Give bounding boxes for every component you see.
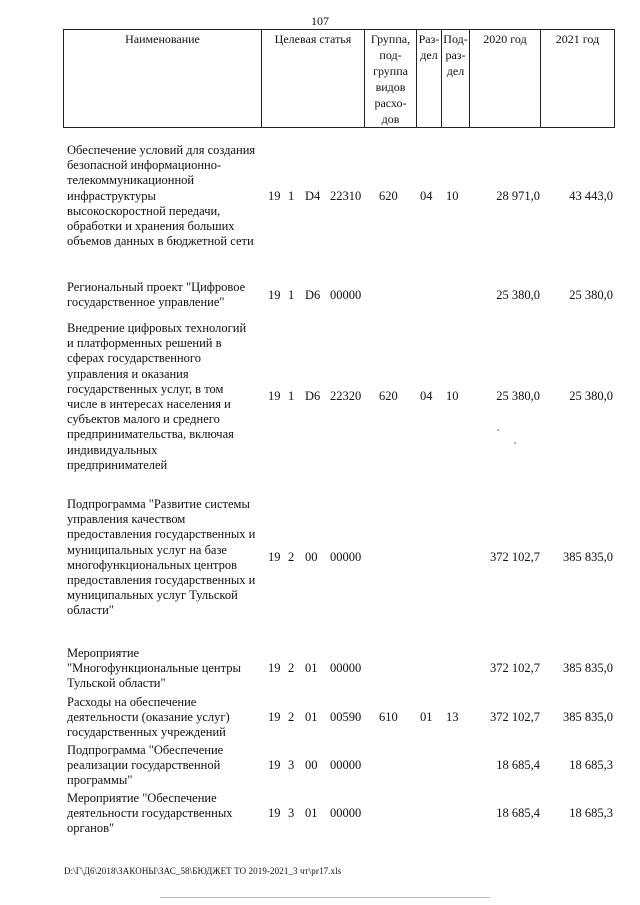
cell-b: 1 <box>288 389 295 404</box>
row-name-line: управления качеством <box>67 512 186 527</box>
cell-d: 00000 <box>330 287 362 302</box>
cell-group: 620 <box>379 389 398 404</box>
row-name-line: государственных услуг, в том <box>67 381 224 396</box>
row-name-line: Подпрограмма "Развитие системы <box>67 497 250 511</box>
cell-d: 22320 <box>330 389 362 404</box>
row-name-line: высокоскоростной передачи, <box>67 203 221 218</box>
header-group <box>365 30 417 128</box>
cell-y2021: 18 685,3 <box>569 806 613 821</box>
header-line: расхо- <box>374 96 407 110</box>
cell-a: 19 <box>268 389 281 404</box>
table-row <box>0 791 640 837</box>
cell-b: 2 <box>288 550 295 565</box>
row-name-line: индивидуальных <box>67 442 158 457</box>
page-number: 107 <box>311 14 329 28</box>
table-row <box>0 143 640 249</box>
row-name <box>67 280 263 310</box>
cell-b: 3 <box>288 806 295 821</box>
cell-b: 1 <box>288 188 295 203</box>
row-name-line: муниципальных услуг Тульской <box>67 588 238 603</box>
row-name-line: объемов данных в бюджетной сети <box>67 234 254 249</box>
row-name-line: предпринимателей <box>67 457 168 472</box>
row-name-line: и платформенных решений в <box>67 336 222 351</box>
row-name-line: государственное управление" <box>67 295 225 310</box>
row-name-line: деятельности государственных <box>67 806 233 821</box>
cell-section: 04 <box>420 188 433 203</box>
cell-b: 3 <box>288 758 295 773</box>
row-name-line: реализации государственной <box>67 758 221 773</box>
cell-d: 22310 <box>330 188 362 203</box>
cell-group: 610 <box>379 710 398 725</box>
cell-y2021: 385 835,0 <box>563 710 613 725</box>
row-name-line: органов" <box>67 821 115 836</box>
cell-section: 04 <box>420 389 433 404</box>
cell-y2020: 18 685,4 <box>496 806 540 821</box>
speck <box>497 429 499 431</box>
header-subsection <box>442 30 470 128</box>
cell-y2020: 28 971,0 <box>496 188 540 203</box>
cell-c: D6 <box>305 287 321 302</box>
header-name: Наименование <box>64 30 262 128</box>
row-name-line: Обеспечение условий для создания <box>67 143 256 157</box>
cell-y2020: 25 380,0 <box>496 389 540 404</box>
cell-y2021: 25 380,0 <box>569 287 613 302</box>
row-name-line: предпринимательства, включая <box>67 427 234 442</box>
row-name-line: Мероприятие "Обеспечение <box>67 791 217 805</box>
cell-subsection: 10 <box>446 188 459 203</box>
row-name-line: деятельности (оказание услуг) <box>67 710 230 725</box>
cell-a: 19 <box>268 287 281 302</box>
row-name-line: Внедрение цифровых технологий <box>67 321 247 335</box>
cell-a: 19 <box>268 758 281 773</box>
cell-section: 01 <box>420 710 433 725</box>
scan-line <box>160 897 490 898</box>
cell-c: D4 <box>305 188 321 203</box>
row-name <box>67 321 263 473</box>
row-name-line: безопасной информационно- <box>67 158 222 173</box>
row-name-line: государственных учреждений <box>67 725 226 740</box>
row-name-line: субъектов малого и среднего <box>67 412 220 427</box>
header-target: Целевая статья <box>262 30 365 128</box>
cell-y2021: 385 835,0 <box>563 550 613 565</box>
cell-c: 01 <box>305 710 318 725</box>
row-name-line: Региональный проект "Цифровое <box>67 280 246 294</box>
header-section <box>417 30 442 128</box>
row-name-line: Расходы на обеспечение <box>67 695 197 709</box>
row-name-line: Мероприятие <box>67 646 140 660</box>
header-line: дов <box>381 112 400 126</box>
row-name <box>67 743 263 789</box>
cell-y2021: 43 443,0 <box>569 188 613 203</box>
table-header <box>63 29 615 128</box>
cell-y2020: 372 102,7 <box>490 710 540 725</box>
table-row <box>0 280 640 310</box>
cell-a: 19 <box>268 710 281 725</box>
cell-a: 19 <box>268 188 281 203</box>
header-line: дел <box>420 48 438 62</box>
header-line: под- <box>379 48 402 62</box>
cell-y2020: 372 102,7 <box>490 550 540 565</box>
header-2021: 2021 год <box>541 30 615 128</box>
cell-d: 00000 <box>330 661 362 676</box>
table-row <box>0 497 640 619</box>
row-name-line: Тульской области" <box>67 676 166 691</box>
cell-d: 00000 <box>330 806 362 821</box>
cell-c: 00 <box>305 550 318 565</box>
table-row <box>0 321 640 473</box>
row-name-line: сферах государственного <box>67 351 201 366</box>
row-name <box>67 791 263 837</box>
header-line: группа <box>373 64 408 78</box>
row-name <box>67 646 263 692</box>
row-name-line: числе в интересах населения и <box>67 397 231 412</box>
row-name <box>67 497 263 619</box>
header-line: Под- <box>443 32 468 46</box>
cell-subsection: 10 <box>446 389 459 404</box>
row-name-line: области" <box>67 603 114 618</box>
cell-b: 2 <box>288 710 295 725</box>
row-name-line: "Многофункциональные центры <box>67 661 241 676</box>
cell-y2020: 372 102,7 <box>490 661 540 676</box>
cell-c: 01 <box>305 661 318 676</box>
cell-a: 19 <box>268 806 281 821</box>
cell-y2020: 25 380,0 <box>496 287 540 302</box>
cell-y2021: 18 685,3 <box>569 758 613 773</box>
row-name-line: инфраструктуры <box>67 188 156 203</box>
cell-a: 19 <box>268 550 281 565</box>
cell-d: 00590 <box>330 710 362 725</box>
row-name-line: обработки и хранения больших <box>67 219 235 234</box>
row-name-line: многофункциональных центров <box>67 557 238 572</box>
row-name-line: телекоммуникационной <box>67 173 195 188</box>
cell-a: 19 <box>268 661 281 676</box>
cell-y2020: 18 685,4 <box>496 758 540 773</box>
table-row <box>0 695 640 741</box>
file-path-footer: D:\Г\Д6\2018\ЗАКОНЫ\ЗАС_58\БЮДЖЕТ ТО 2019-2021_3 чт\pr17.xls <box>64 866 342 876</box>
cell-y2021: 385 835,0 <box>563 661 613 676</box>
cell-subsection: 13 <box>446 710 459 725</box>
table-row <box>0 646 640 692</box>
row-name-line: предоставления государственных и <box>67 527 256 542</box>
header-line: видов <box>375 80 406 94</box>
row-name <box>67 695 263 741</box>
row-name-line: управления и оказания <box>67 366 189 381</box>
cell-b: 2 <box>288 661 295 676</box>
row-name-line: Подпрограмма "Обеспечение <box>67 743 224 757</box>
header-line: дел <box>446 64 465 78</box>
header-line: раз- <box>445 48 466 62</box>
cell-d: 00000 <box>330 758 362 773</box>
cell-c: 01 <box>305 806 318 821</box>
header-line: Группа, <box>370 32 411 46</box>
cell-group: 620 <box>379 188 398 203</box>
row-name-line: программы" <box>67 773 133 788</box>
row-name-line: предоставления государственных и <box>67 573 256 588</box>
row-name-line: муниципальных услуг на базе <box>67 542 227 557</box>
cell-y2021: 25 380,0 <box>569 389 613 404</box>
row-name <box>67 143 263 249</box>
speck <box>514 442 516 444</box>
cell-b: 1 <box>288 287 295 302</box>
table-row <box>0 743 640 789</box>
cell-c: D6 <box>305 389 321 404</box>
header-line: Раз- <box>418 32 440 46</box>
header-2020: 2020 год <box>470 30 541 128</box>
cell-c: 00 <box>305 758 318 773</box>
cell-d: 00000 <box>330 550 362 565</box>
